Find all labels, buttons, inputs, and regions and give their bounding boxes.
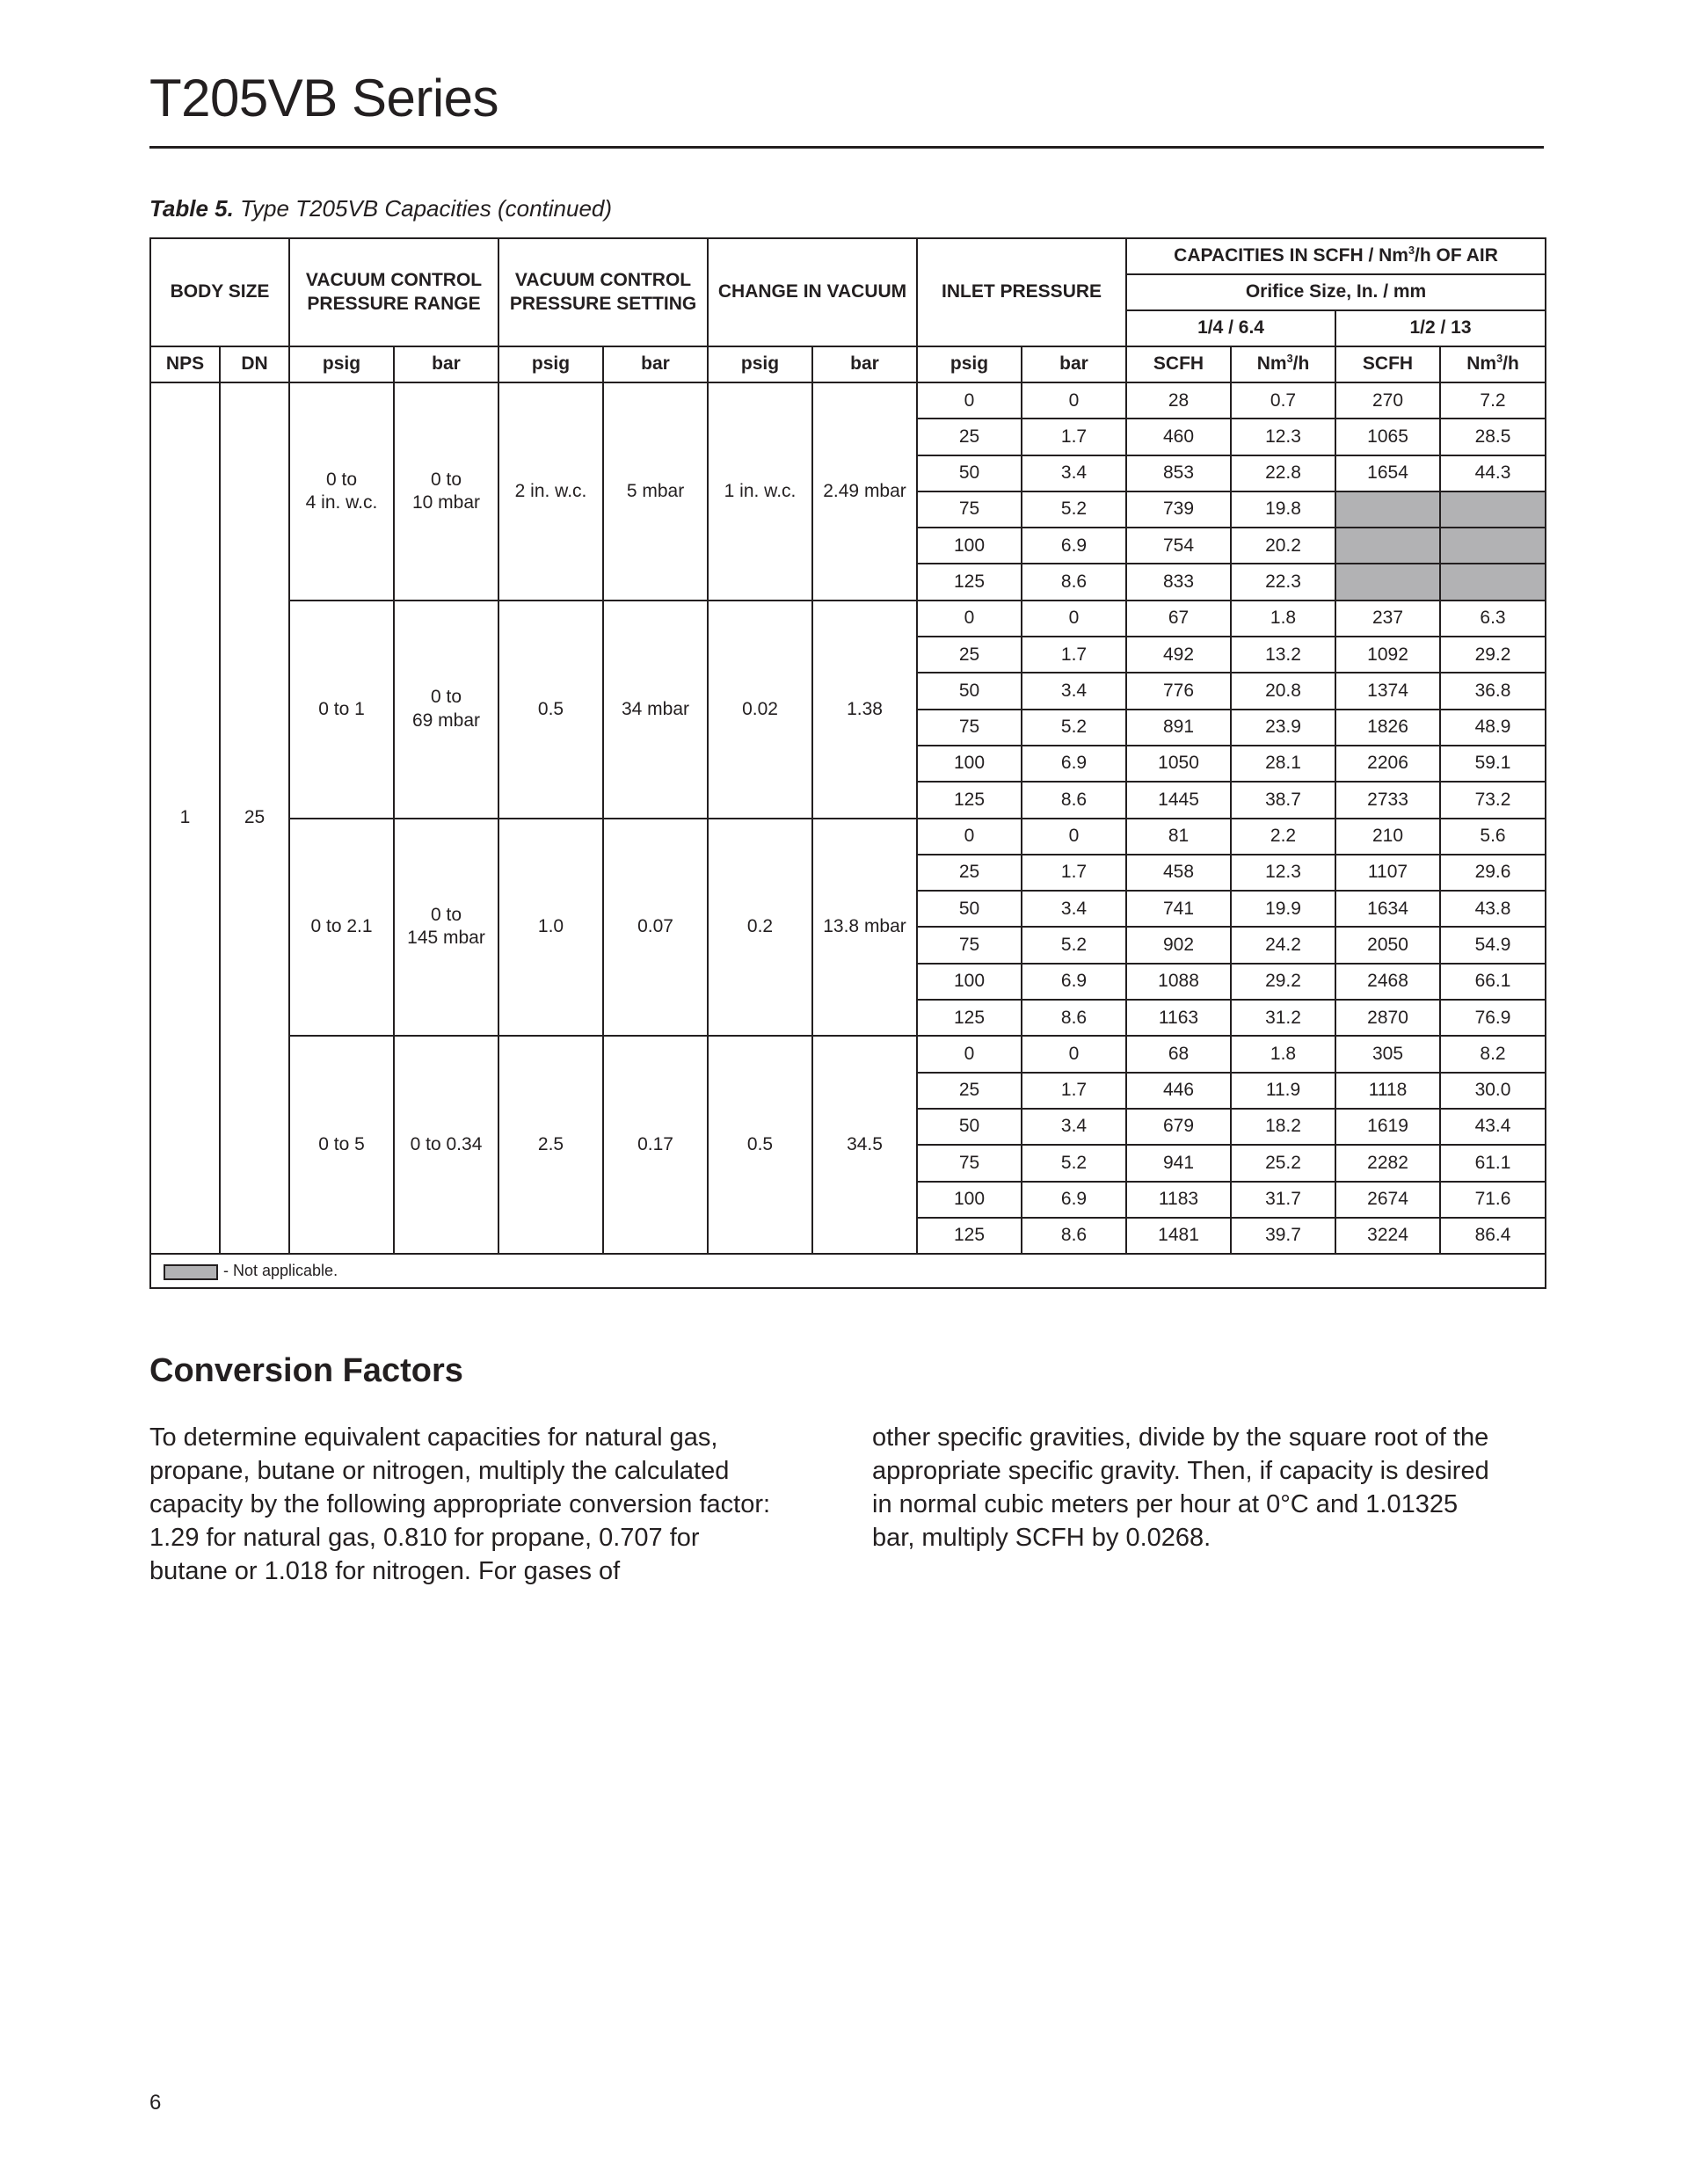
inlet-psig: 0 — [917, 382, 1022, 419]
scfh-quarter: 776 — [1126, 673, 1231, 709]
setting-psig: 2.5 — [498, 1036, 603, 1254]
nm3h-quarter: 19.9 — [1231, 891, 1335, 927]
range-bar — [394, 382, 498, 601]
nm3h-quarter: 23.9 — [1231, 710, 1335, 746]
scfh-half: 305 — [1335, 1036, 1440, 1072]
scfh-quarter: 741 — [1126, 891, 1231, 927]
range-bar-line: 0 to 0.34 — [410, 1134, 483, 1155]
range-psig-line: 0 to 5 — [318, 1134, 365, 1155]
range-bar-line: 0 to — [430, 905, 462, 926]
inlet-bar: 0 — [1022, 819, 1126, 855]
unit-nm-2: Nm$^3$/h — [1440, 346, 1546, 382]
table-row — [150, 382, 1546, 419]
nm3h-half: 61.1 — [1440, 1145, 1546, 1181]
inlet-bar: 5.2 — [1022, 710, 1126, 746]
nm3h-half: 36.8 — [1440, 673, 1546, 709]
nm3h-half: 5.6 — [1440, 819, 1546, 855]
range-psig — [289, 601, 394, 819]
nm3h-quarter: 22.8 — [1231, 455, 1335, 491]
nm3h-half: 43.8 — [1440, 891, 1546, 927]
inlet-bar: 6.9 — [1022, 746, 1126, 782]
inlet-psig: 75 — [917, 1145, 1022, 1181]
scfh-quarter: 492 — [1126, 637, 1231, 673]
scfh-quarter: 1088 — [1126, 964, 1231, 1000]
inlet-psig: 0 — [917, 601, 1022, 637]
nm3h-half: 44.3 — [1440, 455, 1546, 491]
scfh-quarter: 1183 — [1126, 1182, 1231, 1218]
scfh-half: 2733 — [1335, 782, 1440, 818]
inlet-bar: 3.4 — [1022, 673, 1126, 709]
not-applicable-text: - Not applicable. — [223, 1262, 338, 1280]
inlet-bar: 5.2 — [1022, 927, 1126, 963]
unit-scfh-1: SCFH — [1126, 346, 1231, 382]
header-vacuum-setting: VACUUM CONTROL PRESSURE SETTING — [498, 238, 708, 346]
capacities-table — [149, 237, 1546, 1289]
header-inlet-pressure: INLET PRESSURE — [917, 238, 1126, 346]
scfh-quarter: 833 — [1126, 564, 1231, 600]
scfh-half: 2206 — [1335, 746, 1440, 782]
inlet-psig: 125 — [917, 782, 1022, 818]
nm3h-quarter: 20.2 — [1231, 528, 1335, 564]
nm3h-half: 71.6 — [1440, 1182, 1546, 1218]
table-body — [150, 382, 1546, 1254]
inlet-psig: 0 — [917, 1036, 1022, 1072]
header-vacuum-range: VACUUM CONTROL PRESSURE RANGE — [289, 238, 498, 346]
scfh-half — [1335, 491, 1440, 528]
scfh-half: 1065 — [1335, 419, 1440, 455]
section-heading-conversion: Conversion Factors — [149, 1352, 463, 1389]
page-number: 6 — [149, 2091, 162, 2115]
setting-psig: 2 in. w.c. — [498, 382, 603, 601]
units-row — [150, 346, 1546, 382]
scfh-half — [1335, 528, 1440, 564]
scfh-quarter: 446 — [1126, 1073, 1231, 1109]
unit-dn: DN — [220, 346, 289, 382]
nm3h-quarter: 31.2 — [1231, 1000, 1335, 1036]
setting-bar: 5 mbar — [603, 382, 708, 601]
scfh-half: 1619 — [1335, 1109, 1440, 1145]
table-row — [150, 601, 1546, 637]
conversion-text-right: other specific gravities, divide by the square root of the appropriate specific gravity. Then, if capacity is desired in normal cubic meters per hour at 0°C and 1.01325 bar, multiply SCFH by 0.0268. — [872, 1423, 1489, 1552]
nm3h-half: 6.3 — [1440, 601, 1546, 637]
scfh-quarter: 739 — [1126, 491, 1231, 528]
inlet-bar: 6.9 — [1022, 1182, 1126, 1218]
unit-nps: NPS — [150, 346, 220, 382]
nm3h-half — [1440, 528, 1546, 564]
inlet-bar: 8.6 — [1022, 1000, 1126, 1036]
scfh-half: 1826 — [1335, 710, 1440, 746]
range-bar — [394, 819, 498, 1037]
scfh-half: 2282 — [1335, 1145, 1440, 1181]
setting-psig: 1.0 — [498, 819, 603, 1037]
change-bar: 2.49 mbar — [812, 382, 917, 601]
nm3h-quarter: 29.2 — [1231, 964, 1335, 1000]
inlet-bar: 8.6 — [1022, 782, 1126, 818]
change-psig: 1 in. w.c. — [708, 382, 812, 601]
range-psig — [289, 819, 394, 1037]
nm3h-half: 86.4 — [1440, 1218, 1546, 1254]
nm3h-quarter: 39.7 — [1231, 1218, 1335, 1254]
inlet-psig: 25 — [917, 1073, 1022, 1109]
setting-bar: 34 mbar — [603, 601, 708, 819]
range-bar-line: 0 to — [430, 687, 462, 708]
header-orifice-size: Orifice Size, In. / mm — [1126, 274, 1546, 310]
nm3h-half: 54.9 — [1440, 927, 1546, 963]
scfh-half: 270 — [1335, 382, 1440, 419]
body-nps: 1 — [150, 382, 220, 1254]
nm3h-half — [1440, 491, 1546, 528]
not-applicable-swatch — [164, 1264, 218, 1280]
scfh-half: 1092 — [1335, 637, 1440, 673]
range-bar-line: 0 to — [430, 469, 462, 490]
nm3h-quarter: 2.2 — [1231, 819, 1335, 855]
range-psig-line: 0 to — [325, 469, 358, 490]
table-caption — [149, 195, 612, 222]
range-bar — [394, 1036, 498, 1254]
nm3h-quarter: 24.2 — [1231, 927, 1335, 963]
inlet-psig: 100 — [917, 1182, 1022, 1218]
inlet-bar: 8.6 — [1022, 1218, 1126, 1254]
inlet-bar: 1.7 — [1022, 855, 1126, 891]
unit-nm-1: Nm$^3$/h — [1231, 346, 1335, 382]
change-psig: 0.02 — [708, 601, 812, 819]
scfh-quarter: 1163 — [1126, 1000, 1231, 1036]
nm3h-quarter: 25.2 — [1231, 1145, 1335, 1181]
setting-bar: 0.07 — [603, 819, 708, 1037]
scfh-half: 1654 — [1335, 455, 1440, 491]
scfh-half: 210 — [1335, 819, 1440, 855]
nm3h-half: 48.9 — [1440, 710, 1546, 746]
table-caption-number: Table 5. — [149, 195, 234, 222]
inlet-psig: 125 — [917, 1000, 1022, 1036]
unit-setting-psig: psig — [498, 346, 603, 382]
nm3h-half: 73.2 — [1440, 782, 1546, 818]
scfh-quarter: 28 — [1126, 382, 1231, 419]
unit-change-psig: psig — [708, 346, 812, 382]
scfh-quarter: 67 — [1126, 601, 1231, 637]
change-bar: 34.5 — [812, 1036, 917, 1254]
nm3h-quarter: 12.3 — [1231, 855, 1335, 891]
nm3h-quarter: 18.2 — [1231, 1109, 1335, 1145]
nm3h-half — [1440, 564, 1546, 600]
scfh-quarter: 754 — [1126, 528, 1231, 564]
setting-psig: 0.5 — [498, 601, 603, 819]
inlet-psig: 75 — [917, 710, 1022, 746]
range-psig — [289, 1036, 394, 1254]
scfh-half: 237 — [1335, 601, 1440, 637]
inlet-bar: 6.9 — [1022, 528, 1126, 564]
inlet-psig: 75 — [917, 927, 1022, 963]
header-orifice-2: 1/2 / 13 — [1335, 310, 1546, 346]
scfh-quarter: 1445 — [1126, 782, 1231, 818]
inlet-bar: 6.9 — [1022, 964, 1126, 1000]
unit-inlet-psig: psig — [917, 346, 1022, 382]
table-row — [150, 1036, 1546, 1072]
scfh-quarter: 458 — [1126, 855, 1231, 891]
nm3h-half: 29.6 — [1440, 855, 1546, 891]
scfh-quarter: 902 — [1126, 927, 1231, 963]
inlet-psig: 100 — [917, 746, 1022, 782]
table-row — [150, 819, 1546, 855]
inlet-bar: 0 — [1022, 1036, 1126, 1072]
unit-range-bar: bar — [394, 346, 498, 382]
scfh-quarter: 853 — [1126, 455, 1231, 491]
range-psig-line: 0 to 2.1 — [310, 916, 373, 937]
scfh-half: 3224 — [1335, 1218, 1440, 1254]
change-bar: 1.38 — [812, 601, 917, 819]
unit-scfh-2: SCFH — [1335, 346, 1440, 382]
unit-inlet-bar: bar — [1022, 346, 1126, 382]
scfh-half: 1118 — [1335, 1073, 1440, 1109]
nm3h-quarter: 31.7 — [1231, 1182, 1335, 1218]
unit-setting-bar: bar — [603, 346, 708, 382]
unit-change-bar: bar — [812, 346, 917, 382]
scfh-quarter: 1050 — [1126, 746, 1231, 782]
nm3h-quarter: 1.8 — [1231, 1036, 1335, 1072]
range-psig — [289, 382, 394, 601]
nm3h-half: 30.0 — [1440, 1073, 1546, 1109]
nm3h-quarter: 20.8 — [1231, 673, 1335, 709]
inlet-bar: 1.7 — [1022, 419, 1126, 455]
nm3h-quarter: 13.2 — [1231, 637, 1335, 673]
nm3h-half: 29.2 — [1440, 637, 1546, 673]
inlet-psig: 75 — [917, 491, 1022, 528]
scfh-quarter: 941 — [1126, 1145, 1231, 1181]
not-applicable-note — [150, 1254, 1546, 1288]
header-body-size: BODY SIZE — [150, 238, 289, 346]
nm3h-half: 8.2 — [1440, 1036, 1546, 1072]
page-title: T205VB Series — [149, 69, 499, 127]
inlet-psig: 50 — [917, 891, 1022, 927]
inlet-psig: 125 — [917, 1218, 1022, 1254]
scfh-quarter: 68 — [1126, 1036, 1231, 1072]
inlet-bar: 1.7 — [1022, 637, 1126, 673]
scfh-half — [1335, 564, 1440, 600]
table-caption-text: Type T205VB Capacities (continued) — [233, 195, 613, 222]
scfh-half: 2050 — [1335, 927, 1440, 963]
scfh-half: 2870 — [1335, 1000, 1440, 1036]
nm3h-quarter: 0.7 — [1231, 382, 1335, 419]
inlet-psig: 100 — [917, 964, 1022, 1000]
title-rule — [149, 146, 1544, 149]
body-dn: 25 — [220, 382, 289, 1254]
inlet-psig: 25 — [917, 637, 1022, 673]
range-bar-line: 10 mbar — [411, 491, 481, 513]
scfh-half: 1374 — [1335, 673, 1440, 709]
header-change-in-vacuum: CHANGE IN VACUUM — [708, 238, 917, 346]
inlet-psig: 25 — [917, 855, 1022, 891]
nm3h-half: 59.1 — [1440, 746, 1546, 782]
scfh-quarter: 679 — [1126, 1109, 1231, 1145]
inlet-bar: 5.2 — [1022, 491, 1126, 528]
scfh-half: 2468 — [1335, 964, 1440, 1000]
change-bar: 13.8 mbar — [812, 819, 917, 1037]
header-capacities: CAPACITIES IN SCFH / Nm$^3$/h OF AIR — [1126, 238, 1546, 274]
nm3h-quarter: 19.8 — [1231, 491, 1335, 528]
scfh-half: 2674 — [1335, 1182, 1440, 1218]
scfh-half: 1107 — [1335, 855, 1440, 891]
inlet-bar: 3.4 — [1022, 1109, 1126, 1145]
nm3h-half: 43.4 — [1440, 1109, 1546, 1145]
range-bar-line: 145 mbar — [407, 928, 485, 949]
inlet-psig: 0 — [917, 819, 1022, 855]
range-psig-line: 0 to 1 — [318, 698, 365, 719]
nm3h-quarter: 1.8 — [1231, 601, 1335, 637]
scfh-half: 1634 — [1335, 891, 1440, 927]
nm3h-half: 28.5 — [1440, 419, 1546, 455]
unit-range-psig: psig — [289, 346, 394, 382]
inlet-psig: 50 — [917, 673, 1022, 709]
inlet-bar: 0 — [1022, 382, 1126, 419]
nm3h-quarter: 28.1 — [1231, 746, 1335, 782]
nm3h-quarter: 38.7 — [1231, 782, 1335, 818]
inlet-psig: 50 — [917, 455, 1022, 491]
nm3h-half: 66.1 — [1440, 964, 1546, 1000]
scfh-quarter: 1481 — [1126, 1218, 1231, 1254]
nm3h-half: 76.9 — [1440, 1000, 1546, 1036]
scfh-quarter: 81 — [1126, 819, 1231, 855]
inlet-psig: 125 — [917, 564, 1022, 600]
nm3h-quarter: 12.3 — [1231, 419, 1335, 455]
inlet-bar: 8.6 — [1022, 564, 1126, 600]
inlet-bar: 3.4 — [1022, 455, 1126, 491]
setting-bar: 0.17 — [603, 1036, 708, 1254]
range-psig-line: 4 in. w.c. — [305, 491, 378, 513]
inlet-bar: 5.2 — [1022, 1145, 1126, 1181]
range-bar-line: 69 mbar — [411, 710, 481, 731]
range-bar — [394, 601, 498, 819]
nm3h-quarter: 11.9 — [1231, 1073, 1335, 1109]
inlet-psig: 100 — [917, 528, 1022, 564]
scfh-quarter: 460 — [1126, 419, 1231, 455]
scfh-quarter: 891 — [1126, 710, 1231, 746]
inlet-bar: 1.7 — [1022, 1073, 1126, 1109]
inlet-psig: 50 — [917, 1109, 1022, 1145]
inlet-psig: 25 — [917, 419, 1022, 455]
nm3h-quarter: 22.3 — [1231, 564, 1335, 600]
nm3h-half: 7.2 — [1440, 382, 1546, 419]
inlet-bar: 3.4 — [1022, 891, 1126, 927]
conversion-text-left: To determine equivalent capacities for natural gas, propane, butane or nitrogen, multiply the calculated capacity by the following appropriate conversion factor: 1.29 for natural gas, 0.810 for propane, 0.707 for butane or 1.018 for nitrogen. For gases of — [149, 1423, 771, 1585]
change-psig: 0.5 — [708, 1036, 812, 1254]
inlet-bar: 0 — [1022, 601, 1126, 637]
change-psig: 0.2 — [708, 819, 812, 1037]
header-orifice-1: 1/4 / 6.4 — [1126, 310, 1335, 346]
